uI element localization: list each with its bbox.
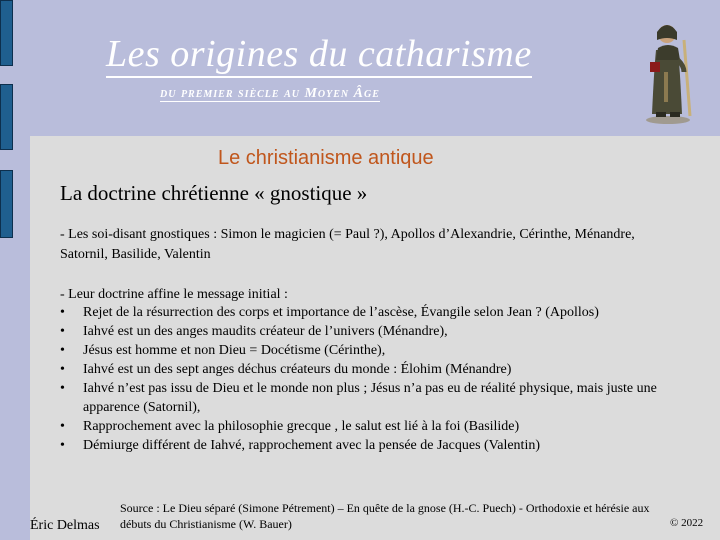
side-tab-3 [0,170,13,238]
list-item: • Rapprochement avec la philosophie grecque , le salut est lié à la foi (Basilide) [60,417,660,436]
author-name: Éric Delmas [30,518,100,533]
slide-title: La doctrine chrétienne « gnostique » [60,181,368,205]
list-item: • Iahvé est un des sept anges déchus créateurs du monde : Élohim (Ménandre) [60,360,660,379]
list-item: • Iahvé est un des anges maudits créateur de l’univers (Ménandre), [60,322,660,341]
list-item: • Jésus est homme et non Dieu = Docétisme (Cérinthe), [60,341,660,360]
copyright-notice: © 2022 [670,517,704,529]
gnostics-intro: - Les soi-disant gnostiques : Simon le magicien (= Paul ?), Apollos d’Alexandrie, Cérinthe, Ménandre, Satornil, Basilide, Valentin [60,227,635,262]
monk-figurine-icon [638,10,702,126]
side-tab-1 [0,0,13,66]
side-tab-2 [0,84,13,150]
list-item: • Rejet de la résurrection des corps et importance de l’ascèse, Évangile selon Jean ? (Apollos) [60,303,660,322]
list-item: • Démiurge différent de Iahvé, rapprochement avec la pensée de Jacques (Valentin) [60,436,660,455]
presentation-subtitle: du premier siècle au Moyen Âge [160,86,380,101]
presentation-title: Les origines du catharisme [106,32,556,76]
doctrine-heading: - Leur doctrine affine le message initial : [60,287,288,302]
list-item: • Iahvé n’est pas issu de Dieu et le monde non plus ; Jésus n’a pas eu de réalité physique, mais juste une apparence (Satornil), [60,379,660,417]
source-note: Source : Le Dieu séparé (Simone Pétrement) – En quête de la gnose (H.-C. Puech) - Orthodoxie et hérésie aux débuts du Christianisme (W. Bauer) [120,501,650,531]
section-title: Le christianisme antique [218,147,434,169]
doctrine-list [60,303,660,455]
